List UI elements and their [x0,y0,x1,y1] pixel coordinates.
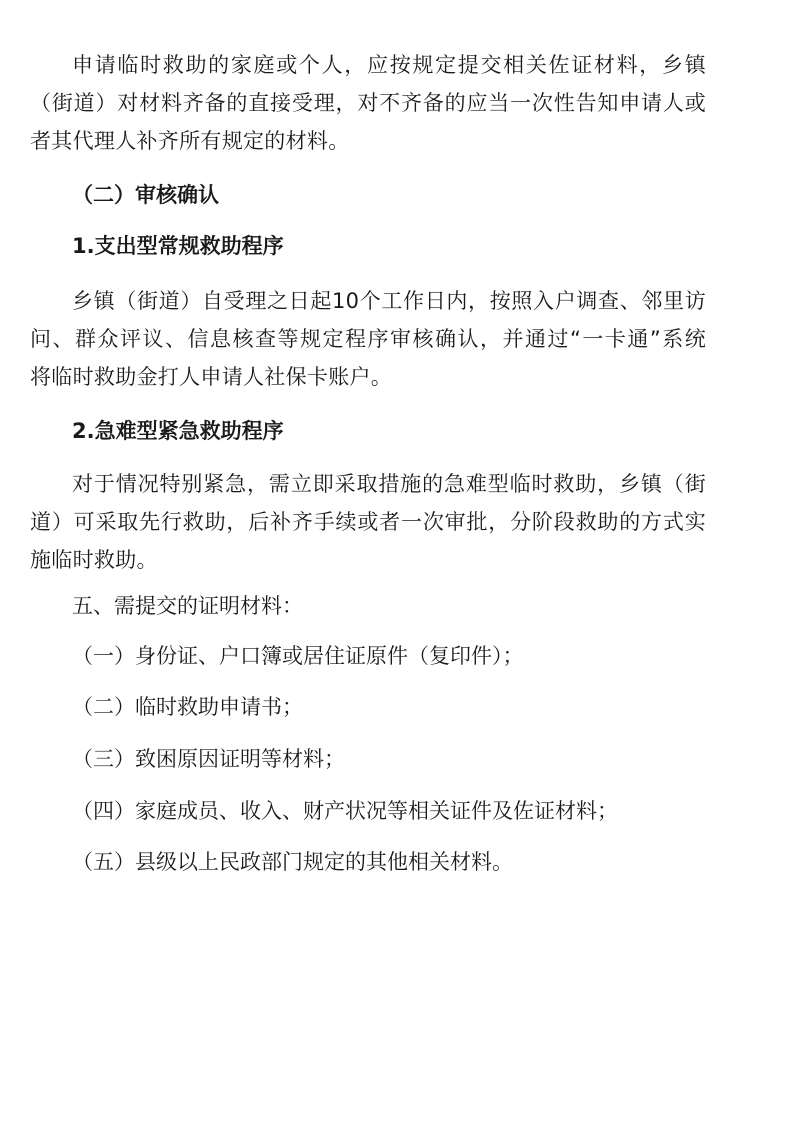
subheading-regular-procedure: 1.支出型常规救助程序 [72,234,284,258]
paragraph-line: 乡镇（街道）自受理之日起10个工作日内，按照入户调查、邻里访 [72,289,706,313]
paragraph-application-materials [30,46,706,160]
list-item: （一）身份证、户口簿或居住证原件（复印件）； [72,644,524,668]
section-title-required-materials: 五、需提交的证明材料： [72,594,303,618]
subheading-emergency-procedure: 2.急难型紧急救助程序 [72,419,284,443]
paragraph-line: 对于情况特别紧急，需立即采取措施的急难型临时救助，乡镇（街 [72,472,706,496]
paragraph-line: 问、群众评议、信息核查等规定程序审核确认，并通过“一卡通”系统 [30,327,706,351]
paragraph-line: 将临时救助金打人申请人社保卡账户。 [30,365,393,389]
paragraph-line: 者其代理人补齐所有规定的材料。 [30,129,350,153]
paragraph-line: 道）可采取先行救助，后补齐手续或者一次审批，分阶段救助的方式实 [30,510,706,534]
list-item: （四）家庭成员、收入、财产状况等相关证件及佐证材料； [72,799,618,823]
paragraph-regular-procedure [30,282,706,396]
list-item: （三）致困原因证明等材料； [72,747,345,771]
section-heading-review: （二）审核确认 [72,183,219,207]
list-item: （五）县级以上民政部门规定的其他相关材料。 [72,850,513,874]
paragraph-line: 申请临时救助的家庭或个人，应按规定提交相关佐证材料，乡镇 [72,53,706,77]
list-item: （二）临时救助申请书； [72,695,303,719]
paragraph-line: （街道）对材料齐备的直接受理，对不齐备的应当一次性告知申请人或 [30,91,706,115]
paragraph-line: 施临时救助。 [30,548,158,572]
paragraph-emergency-procedure [30,465,706,579]
